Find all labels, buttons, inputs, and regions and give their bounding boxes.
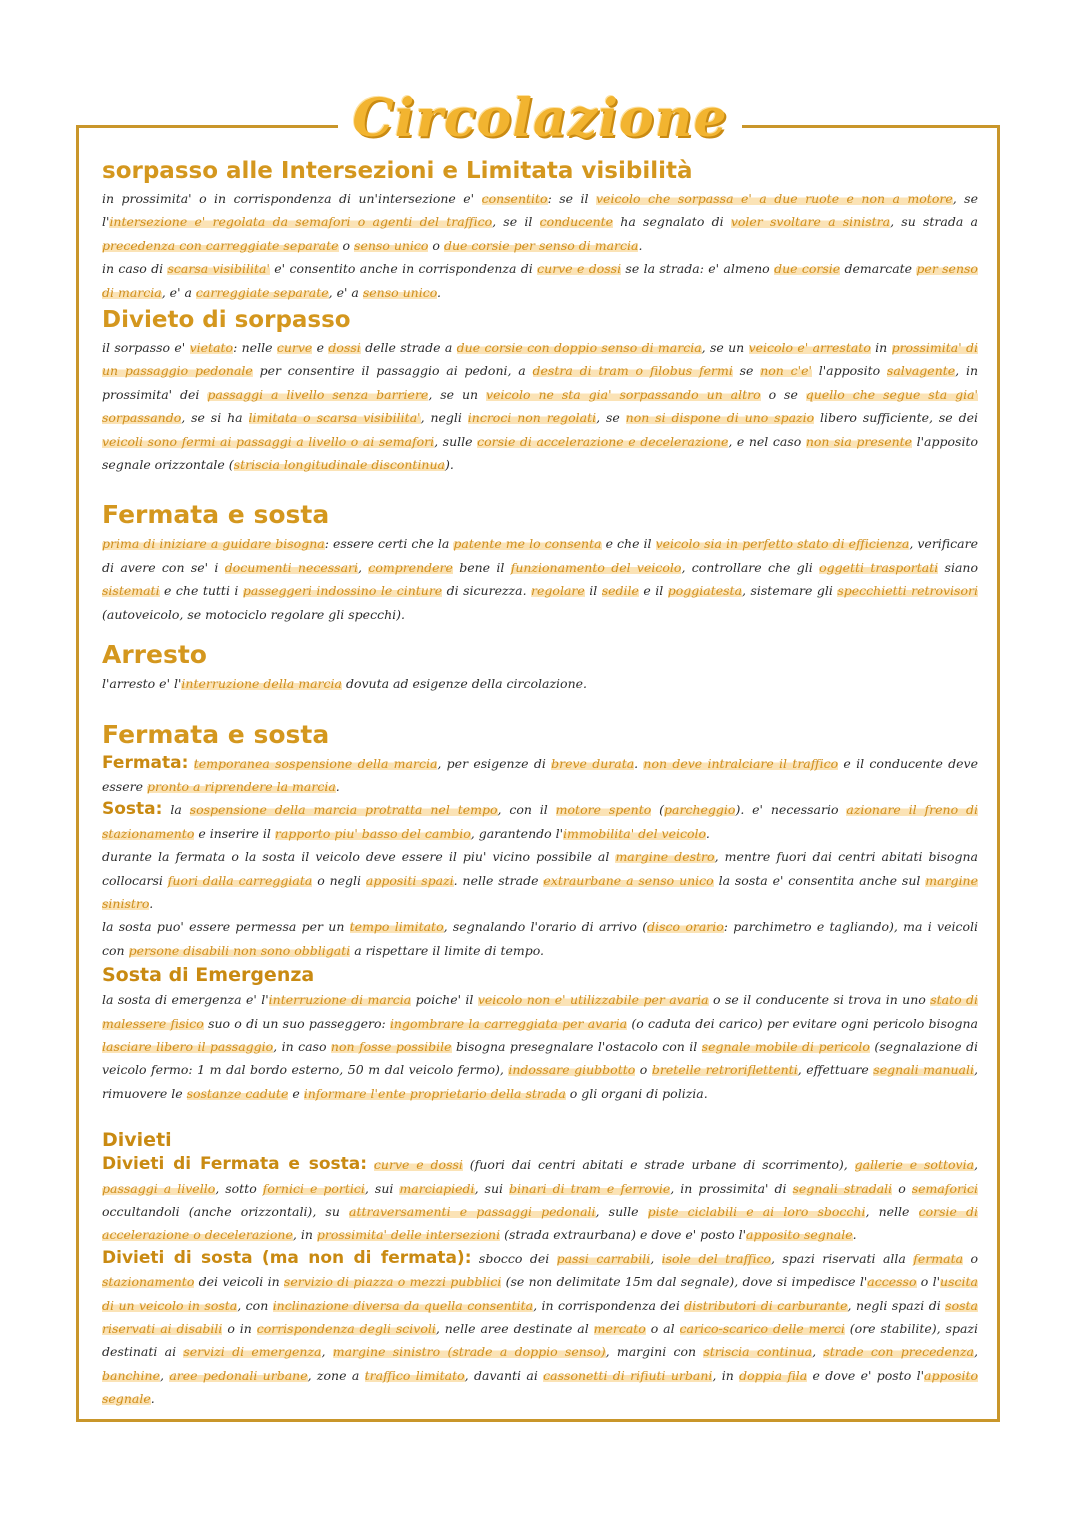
highlighted-text: mercato bbox=[593, 1321, 646, 1337]
highlighted-text: patente me lo consenta bbox=[453, 536, 602, 552]
highlighted-text: stazionamento bbox=[102, 1274, 195, 1290]
highlighted-text: fuori dalla carreggiata bbox=[167, 872, 313, 888]
highlighted-text: margine sinistro (strade a doppio senso) bbox=[332, 1344, 606, 1360]
highlighted-text: documenti necessari bbox=[224, 559, 359, 575]
highlighted-text: non fosse possibile bbox=[330, 1038, 452, 1054]
page-title: Circolazione bbox=[0, 88, 1080, 149]
highlighted-text: apposito segnale bbox=[746, 1227, 853, 1243]
highlighted-text: prossimita' di un passaggio pedonale bbox=[102, 340, 979, 379]
highlighted-text: funzionamento del veicolo bbox=[510, 559, 682, 575]
highlighted-text: non si dispone di uno spazio bbox=[625, 410, 815, 426]
highlighted-text: binari di tram e ferrovie bbox=[509, 1180, 671, 1196]
paragraph: l'arresto e' l'interruzione della marcia dovuta ad esigenze della circolazione. bbox=[102, 676, 587, 692]
highlighted-text: sedile bbox=[601, 583, 639, 599]
highlighted-text: segnale mobile di pericolo bbox=[701, 1038, 870, 1054]
highlighted-text: veicolo e' arrestato bbox=[748, 340, 871, 356]
highlighted-text: curve bbox=[276, 340, 313, 356]
heading-fermata-sosta: Fermata e sosta bbox=[102, 500, 330, 530]
label-sosta: Sosta: bbox=[102, 799, 163, 820]
label-fermata: Fermata: bbox=[102, 752, 189, 773]
heading-fermata-sosta-2: Fermata e sosta bbox=[102, 719, 330, 749]
highlighted-text: corsie di accelerazione e decelerazione bbox=[477, 433, 729, 449]
highlighted-text: destra di tram o filobus fermi bbox=[532, 363, 733, 379]
highlighted-text: segnali manuali bbox=[873, 1062, 974, 1078]
highlighted-text: sistemati bbox=[102, 583, 160, 599]
highlighted-text: lasciare libero il passaggio bbox=[102, 1038, 274, 1054]
heading-divieti: Divieti bbox=[102, 1129, 172, 1152]
paragraph: la sosta di emergenza e' l'interruzione di marcia poiche' il veicolo non e' utilizzabile per avaria o se il conducente si trova in uno stato di malessere fisico suo o di un suo passeggero: ingombrare la carreggiata per avaria (o caduta dei carico) per evitare ogni pericolo bisogna lasciare libero il passaggio, in caso non fosse possibile bisogna presegnalare l'ostacolo con il segnale mobile di pericolo (segnalazione di veicolo fermo: 1 m dal bordo esterno, 50 m dal veicolo fermo), indossare giubbotto o bretelle retroriflettenti, effettuare segnali manuali, rimuovere le sostanze cadute e informare l'ente proprietario della strada o gli organi di polizia. bbox=[102, 992, 979, 1101]
highlighted-text: non c'e' bbox=[760, 363, 812, 379]
paragraph-sosta: Sosta: la sospensione della marcia protratta nel tempo, con il motore spento (parcheggio). e' necessario azionare il freno di stazionamento e inserire il rapporto piu' basso del cambio, garantendo l'immobilita' del veicolo. bbox=[102, 799, 979, 841]
highlighted-text: veicolo non e' utilizzabile per avaria bbox=[477, 992, 709, 1008]
highlighted-text: persone disabili non sono obbligati bbox=[128, 942, 351, 958]
highlighted-text: striscia continua bbox=[703, 1344, 813, 1360]
highlighted-text: servizio di piazza o mezzi pubblici bbox=[283, 1274, 502, 1290]
highlighted-text: breve durata bbox=[551, 755, 635, 771]
highlighted-text: strade con precedenza bbox=[823, 1344, 975, 1360]
highlighted-text: corrispondenza degli scivoli bbox=[256, 1321, 436, 1337]
highlighted-text: margine sinistro bbox=[102, 872, 979, 911]
highlighted-text: carico-scarico delle merci bbox=[679, 1321, 845, 1337]
highlighted-text: veicolo ne sta gia' sorpassando un altro bbox=[486, 386, 761, 402]
highlighted-text: rapporto piu' basso del cambio bbox=[274, 825, 471, 841]
highlighted-text: indossare giubbotto bbox=[508, 1062, 636, 1078]
highlighted-text: passeggeri indossino le cinture bbox=[242, 583, 443, 599]
highlighted-text: traffico limitato bbox=[364, 1367, 465, 1383]
highlighted-text: marciapiedi bbox=[399, 1180, 475, 1196]
highlighted-text: distributori di carburante bbox=[684, 1297, 848, 1313]
highlighted-text: prima di iniziare a guidare bisogna bbox=[102, 536, 325, 552]
highlighted-text: fermata bbox=[913, 1250, 964, 1266]
highlighted-text: per senso di marcia bbox=[102, 261, 978, 300]
highlighted-text: due corsie bbox=[774, 261, 841, 277]
highlighted-text: striscia longitudinale discontinua bbox=[233, 457, 445, 473]
highlighted-text: gallerie e sottovia bbox=[854, 1157, 975, 1173]
highlighted-text: fornici e portici bbox=[262, 1180, 365, 1196]
highlighted-text: veicolo sia in perfetto stato di efficienza bbox=[655, 536, 910, 552]
highlighted-text: prossimita' delle intersezioni bbox=[316, 1227, 501, 1243]
highlighted-text: bretelle retroriflettenti bbox=[651, 1062, 798, 1078]
label-divieti-sosta: Divieti di sosta (ma non di fermata): bbox=[102, 1247, 472, 1268]
highlighted-text: passi carrabili bbox=[556, 1250, 651, 1266]
highlighted-text: aree pedonali urbane bbox=[169, 1367, 308, 1383]
highlighted-text: senso unico bbox=[354, 237, 429, 253]
highlighted-text: specchietti retrovisori bbox=[837, 583, 978, 599]
highlighted-text: segnali stradali bbox=[792, 1180, 893, 1196]
highlighted-text: limitata o scarsa visibilita' bbox=[248, 410, 421, 426]
highlighted-text: non sia presente bbox=[805, 433, 913, 449]
highlighted-text: banchine bbox=[102, 1367, 161, 1383]
heading-sorpasso-intersezioni: sorpasso alle Intersezioni e Limitata visibilità bbox=[102, 158, 693, 184]
highlighted-text: curve e dossi bbox=[373, 1157, 463, 1173]
highlighted-text: precedenza con carreggiate separate bbox=[102, 237, 339, 253]
paragraph-divieti-sosta: Divieti di sosta (ma non di fermata): sbocco dei passi carrabili, isole del traffico, spazi riservati alla fermata o stazionamento dei veicoli in servizio di piazza o mezzi pubblici (se non delimitate 15m dal segnale), dove si impedisce l'accesso o l'uscita di un veicolo in sosta, con inclinazione diversa da quella consentita, in corrispondenza dei distributori di carburante, negli spazi di sosta riservati ai disabili o in corrispondenza degli scivoli, nelle aree destinate al mercato o al carico-scarico delle merci (ore stabilite), spazi destinati ai servizi di emergenza, margine sinistro (strade a doppio senso), margini con striscia continua, strade con precedenza, banchine, aree pedonali urbane, zone a traffico limitato, davanti ai cassonetti di rifiuti urbani, in doppia fila e dove e' posto l'apposito segnale. bbox=[102, 1247, 979, 1407]
paragraph: prima di iniziare a guidare bisogna: essere certi che la patente me lo consenta e che il veicolo sia in perfetto stato di efficienza, verificare di avere con se' i documenti necessari, comprendere bene il funzionamento del veicolo, controllare che gli oggetti trasportati siano sistemati e che tutti i passeggeri indossino le cinture di sicurezza. regolare il sedile e il poggiatesta, sistemare gli specchietti retrovisori (autoveicolo, se motociclo regolare gli specchi). bbox=[102, 536, 978, 622]
highlighted-text: stato di malessere fisico bbox=[102, 992, 979, 1031]
highlighted-text: parcheggio bbox=[664, 802, 736, 818]
highlighted-text: doppia fila bbox=[739, 1367, 808, 1383]
highlighted-text: quello che segue sta gia' sorpassando bbox=[102, 386, 978, 426]
highlighted-text: passaggi a livello senza barriere bbox=[207, 386, 429, 402]
paragraph-divieti-fermata-sosta: Divieti di Fermata e sosta: curve e dossi (fuori dai centri abitati e strade urbane di scorrimento), gallerie e sottovia, passaggi a livello, sotto fornici e portici, sui marciapiedi, sui binari di tram e ferrovie, in prossimita' di segnali stradali o semaforici occultandoli (anche orizzontali), su attraversamenti e passaggi pedonali, sulle piste ciclabili e ai loro sbocchi, nelle corsie di accelerazione o decelerazione, in prossimita' delle intersezioni (strada extraurbana) e dove e' posto l'apposito segnale. bbox=[102, 1154, 979, 1243]
highlighted-text: due corsie con doppio senso di marcia bbox=[456, 340, 702, 356]
highlighted-text: azionare il freno di stazionamento bbox=[102, 802, 979, 841]
highlighted-text: motore spento bbox=[555, 802, 652, 818]
highlighted-text: oggetti trasportati bbox=[819, 559, 939, 575]
paragraph: in caso di scarsa visibilita' e' consentito anche in corrispondenza di curve e dossi se la strada: e' almeno due corsie demarcate per senso di marcia, e' a carreggiate separate, e' a senso unico. bbox=[102, 261, 978, 300]
highlighted-text: veicoli sono fermi ai passaggi a livello o ai semafori bbox=[102, 433, 435, 449]
highlighted-text: interruzione della marcia bbox=[181, 676, 342, 692]
highlighted-text: conducente bbox=[539, 214, 614, 230]
highlighted-text: voler svoltare a sinistra bbox=[730, 214, 891, 230]
paragraph: il sorpasso e' vietato: nelle curve e dossi delle strade a due corsie con doppio senso di marcia, se un veicolo e' arrestato in prossimita' di un passaggio pedonale per consentire il passaggio ai pedoni, a destra di tram o filobus fermi se non c'e' l'apposito salvagente, in prossimita' dei passaggi a livello senza barriere, se un veicolo ne sta gia' sorpassando un altro o se quello che segue sta gia' sorpassando, se si ha limitata o scarsa visibilita', negli incroci non regolati, se non si dispone di uno spazio libero sufficiente, se dei veicoli sono fermi ai passaggi a livello o ai semafori, sulle corsie di accelerazione e decelerazione, e nel caso non sia presente l'apposito segnale orizzontale (striscia longitudinale discontinua). bbox=[102, 340, 979, 473]
heading-arresto: Arresto bbox=[102, 640, 207, 670]
highlighted-text: curve e dossi bbox=[537, 261, 622, 277]
highlighted-text: corsie di accelerazione o decelerazione bbox=[102, 1204, 979, 1243]
highlighted-text: vietato bbox=[189, 340, 234, 356]
paragraph: durante la fermata o la sosta il veicolo deve essere il piu' vicino possibile al margine destro, mentre fuori dai centri abitati bisogna collocarsi fuori dalla carreggiata o negli appositi spazi. nelle strade extraurbane a senso unico la sosta e' consentita anche sul margine sinistro. bbox=[102, 849, 979, 911]
highlighted-text: tempo limitato bbox=[349, 919, 444, 935]
highlighted-text: salvagente bbox=[886, 363, 956, 379]
heading-sosta-emergenza: Sosta di Emergenza bbox=[102, 964, 315, 987]
highlighted-text: cassonetti di rifiuti urbani bbox=[543, 1367, 713, 1383]
highlighted-text: veicolo che sorpassa e' a due ruote e non a motore bbox=[596, 191, 953, 206]
highlighted-text: regolare bbox=[531, 583, 585, 599]
highlighted-text: due corsie per senso di marcia bbox=[443, 237, 639, 253]
highlighted-text: accesso bbox=[867, 1274, 917, 1290]
highlighted-text: immobilita' del veicolo bbox=[563, 825, 706, 841]
highlighted-text: incroci non regolati bbox=[467, 410, 597, 426]
highlighted-text: temporanea sospensione della marcia bbox=[193, 755, 438, 771]
highlighted-text: semaforici bbox=[911, 1180, 978, 1196]
highlighted-text: inclinazione diversa da quella consentita bbox=[272, 1297, 534, 1313]
highlighted-text: non deve intralciare il traffico bbox=[643, 755, 839, 771]
highlighted-text: isole del traffico bbox=[661, 1250, 771, 1266]
highlighted-text: extraurbane a senso unico bbox=[543, 872, 714, 888]
heading-divieto-sorpasso: Divieto di sorpasso bbox=[102, 307, 351, 334]
highlighted-text: apposito segnale bbox=[102, 1367, 978, 1407]
highlighted-text: appositi spazi bbox=[365, 872, 454, 888]
highlighted-text: scarsa visibilita' bbox=[167, 261, 270, 277]
highlighted-text: uscita di un veicolo in sosta bbox=[102, 1274, 978, 1313]
highlighted-text: comprendere bbox=[368, 559, 453, 575]
highlighted-text: consentito bbox=[481, 191, 548, 206]
notes-content bbox=[102, 155, 978, 1411]
highlighted-text: intersezione e' regolata da semafori o agenti del traffico bbox=[109, 214, 493, 230]
highlighted-text: dossi bbox=[328, 340, 361, 356]
highlighted-text: sostanze cadute bbox=[186, 1085, 289, 1101]
highlighted-text: attraversamenti e passaggi pedonali bbox=[349, 1204, 596, 1219]
highlighted-text: margine destro bbox=[615, 849, 715, 865]
highlighted-text: sospensione della marcia protratta nel tempo bbox=[189, 802, 498, 818]
highlighted-text: ingombrare la carreggiata per avaria bbox=[389, 1015, 628, 1031]
paragraph-fermata: Fermata: temporanea sospensione della marcia, per esigenze di breve durata. non deve intralciare il traffico e il conducente deve essere pronto a riprendere la marcia. bbox=[102, 752, 978, 794]
highlighted-text: disco orario bbox=[647, 919, 724, 935]
highlighted-text: piste ciclabili e ai loro sbocchi bbox=[647, 1204, 866, 1219]
label-divieti-fermata-sosta: Divieti di Fermata e sosta: bbox=[102, 1154, 368, 1175]
highlighted-text: informare l'ente proprietario della strada bbox=[303, 1085, 566, 1101]
highlighted-text: interruzione di marcia bbox=[268, 992, 412, 1008]
highlighted-text: sosta riservati ai disabili bbox=[102, 1297, 979, 1337]
highlighted-text: poggiatesta bbox=[667, 583, 743, 599]
highlighted-text: servizi di emergenza bbox=[183, 1344, 322, 1360]
highlighted-text: carreggiate separate bbox=[195, 284, 329, 300]
paragraph: in prossimita' o in corrispondenza di un'intersezione e' consentito: se il veicolo che sorpassa e' a due ruote e non a motore, se l'intersezione e' regolata da semafori o agenti del traffico, se il conducente ha segnalato di voler svoltare a sinistra, su strada a precedenza con carreggiate separate o senso unico o due corsie per senso di marcia. bbox=[102, 191, 978, 253]
highlighted-text: passaggi a livello bbox=[102, 1180, 216, 1196]
paragraph: la sosta puo' essere permessa per un tempo limitato, segnalando l'orario di arrivo (disco orario: parchimetro e tagliando), ma i veicoli con persone disabili non sono obbligati a rispettare il limite di tempo. bbox=[102, 919, 978, 958]
highlighted-text: senso unico bbox=[362, 284, 438, 300]
highlighted-text: pronto a riprendere la marcia bbox=[146, 778, 336, 794]
